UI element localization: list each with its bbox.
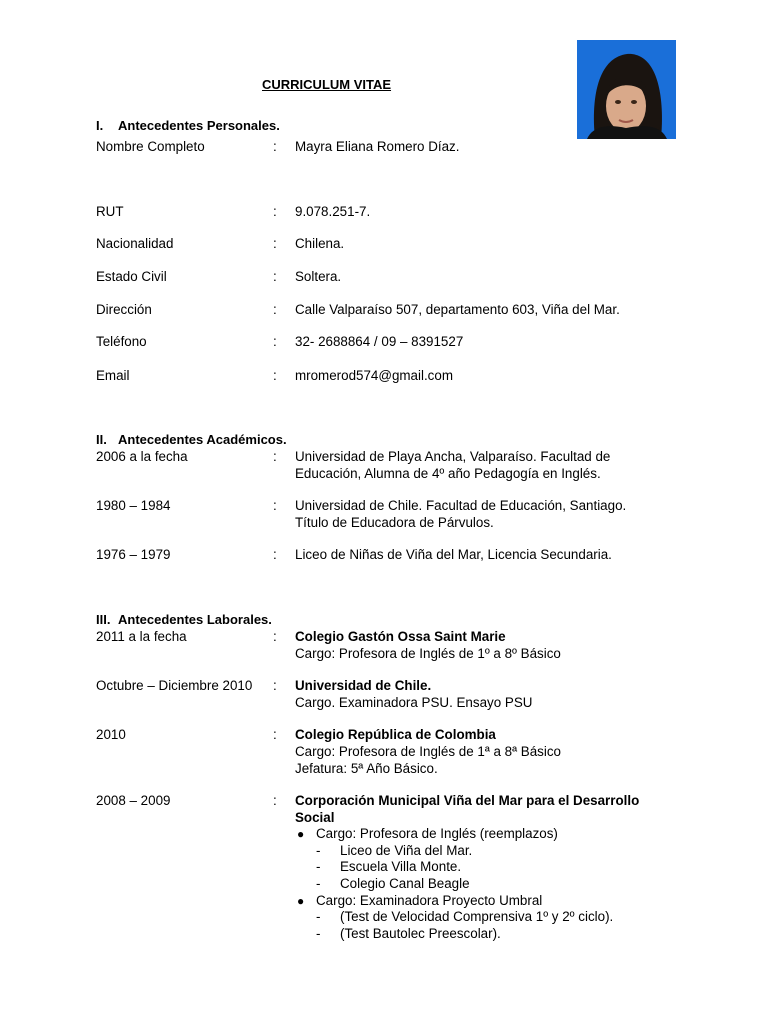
row-colon: : bbox=[273, 269, 277, 284]
row-label: 2011 a la fecha bbox=[96, 629, 187, 644]
row-value-line: Cargo. Examinadora PSU. Ensayo PSU bbox=[295, 695, 533, 710]
row-value: Calle Valparaíso 507, departamento 603, Viña del Mar. bbox=[295, 302, 620, 317]
section-number: II. bbox=[96, 432, 107, 447]
row-value-line: Educación, Alumna de 4º año Pedagogía en Inglés. bbox=[295, 466, 601, 481]
row-colon: : bbox=[273, 678, 277, 693]
section-personal-heading bbox=[96, 118, 280, 135]
row-colon: : bbox=[273, 727, 277, 742]
row-label: Dirección bbox=[96, 302, 152, 317]
row-label: Teléfono bbox=[96, 334, 147, 349]
row-colon: : bbox=[273, 139, 277, 154]
row-org-line: Social bbox=[295, 810, 335, 825]
sub-item: Escuela Villa Monte. bbox=[340, 859, 462, 874]
section-academic-heading bbox=[96, 432, 287, 449]
row-colon: : bbox=[273, 629, 277, 644]
row-org: Colegio República de Colombia bbox=[295, 727, 496, 742]
bullet-item: Cargo: Examinadora Proyecto Umbral bbox=[316, 893, 543, 908]
work-row-2 bbox=[96, 678, 696, 712]
row-label: Octubre – Diciembre 2010 bbox=[96, 678, 253, 693]
personal-row-name bbox=[96, 139, 696, 156]
row-value-line: Universidad de Chile. Facultad de Educación, Santiago. bbox=[295, 498, 627, 513]
section-title: Antecedentes Personales. bbox=[118, 118, 280, 133]
sub-item: (Test Bautolec Preescolar). bbox=[340, 926, 501, 941]
academic-row-2 bbox=[96, 498, 696, 532]
row-value: 9.078.251-7. bbox=[295, 204, 371, 219]
row-label: RUT bbox=[96, 204, 124, 219]
row-value-line: Cargo: Profesora de Inglés de 1ª a 8ª Básico bbox=[295, 744, 561, 759]
row-value-line: Jefatura: 5ª Año Básico. bbox=[295, 761, 438, 776]
cv-title: CURRICULUM VITAE bbox=[262, 77, 392, 92]
row-label: 2010 bbox=[96, 727, 126, 742]
email-link[interactable]: mromerod574@gmail.com bbox=[295, 368, 453, 383]
section-title: Antecedentes Académicos. bbox=[118, 432, 287, 447]
row-value: Chilena. bbox=[295, 236, 345, 251]
personal-row-civil-status bbox=[96, 269, 696, 286]
work-row-3 bbox=[96, 727, 696, 778]
section-title: Antecedentes Laborales. bbox=[118, 612, 272, 627]
dash-icon: - bbox=[316, 926, 321, 941]
row-org: Universidad de Chile. bbox=[295, 678, 432, 693]
work-row-1 bbox=[96, 629, 696, 663]
row-colon: : bbox=[273, 498, 277, 513]
bullet-icon: ● bbox=[297, 827, 305, 841]
row-label: Nacionalidad bbox=[96, 236, 174, 251]
section-number: III. bbox=[96, 612, 111, 627]
bullet-item: Cargo: Profesora de Inglés (reemplazos) bbox=[316, 826, 558, 841]
row-org-line: Corporación Municipal Viña del Mar para el Desarrollo bbox=[295, 793, 640, 808]
personal-row-nationality bbox=[96, 236, 696, 253]
sub-item: (Test de Velocidad Comprensiva 1º y 2º ciclo). bbox=[340, 909, 614, 924]
row-label: 1976 – 1979 bbox=[96, 547, 171, 562]
row-value-line: Título de Educadora de Párvulos. bbox=[295, 515, 494, 530]
row-colon: : bbox=[273, 793, 277, 808]
academic-row-1 bbox=[96, 449, 696, 483]
row-value-line: Cargo: Profesora de Inglés de 1º a 8º Básico bbox=[295, 646, 561, 661]
sub-item: Colegio Canal Beagle bbox=[340, 876, 470, 891]
dash-icon: - bbox=[316, 876, 321, 891]
row-value: Soltera. bbox=[295, 269, 342, 284]
personal-row-phone bbox=[96, 334, 696, 351]
academic-row-3 bbox=[96, 547, 696, 564]
sub-item: Liceo de Viña del Mar. bbox=[340, 843, 473, 858]
row-value: 32- 2688864 / 09 – 8391527 bbox=[295, 334, 464, 349]
row-label: 2006 a la fecha bbox=[96, 449, 188, 464]
person-photo-icon bbox=[577, 40, 676, 139]
personal-row-address bbox=[96, 302, 696, 319]
row-value-line: Universidad de Playa Ancha, Valparaíso. Facultad de bbox=[295, 449, 611, 464]
row-label: 1980 – 1984 bbox=[96, 498, 171, 513]
row-colon: : bbox=[273, 368, 277, 383]
row-org: Colegio Gastón Ossa Saint Marie bbox=[295, 629, 506, 644]
row-label: Email bbox=[96, 368, 130, 383]
row-colon: : bbox=[273, 334, 277, 349]
dash-icon: - bbox=[316, 859, 321, 874]
row-label: Estado Civil bbox=[96, 269, 167, 284]
dash-icon: - bbox=[316, 909, 321, 924]
work-row-4 bbox=[96, 793, 716, 948]
row-colon: : bbox=[273, 236, 277, 251]
row-colon: : bbox=[273, 449, 277, 464]
row-label: Nombre Completo bbox=[96, 139, 205, 154]
personal-row-rut bbox=[96, 204, 696, 221]
row-colon: : bbox=[273, 204, 277, 219]
person-photo bbox=[577, 40, 676, 139]
section-number: I. bbox=[96, 118, 104, 133]
dash-icon: - bbox=[316, 843, 321, 858]
row-colon: : bbox=[273, 302, 277, 317]
row-value-line: Liceo de Niñas de Viña del Mar, Licencia Secundaria. bbox=[295, 547, 612, 562]
personal-row-email bbox=[96, 368, 696, 385]
section-work-heading bbox=[96, 612, 272, 629]
row-colon: : bbox=[273, 547, 277, 562]
row-label: 2008 – 2009 bbox=[96, 793, 171, 808]
bullet-icon: ● bbox=[297, 894, 305, 908]
row-value: Mayra Eliana Romero Díaz. bbox=[295, 139, 460, 154]
